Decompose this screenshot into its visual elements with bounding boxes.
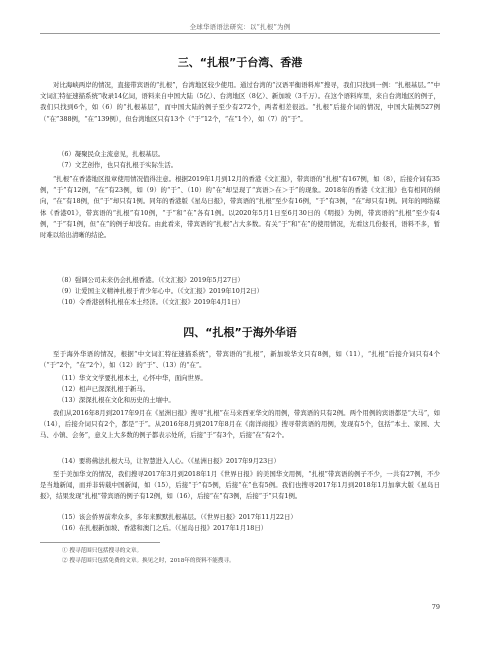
header-divider <box>40 33 440 34</box>
example-13: （13）深深扎根在文化和历史的土壤中。 <box>58 396 175 404</box>
footnote-1: ① 搜寻范围只包括搜寻的文章。 <box>62 548 143 554</box>
paragraph-s4-2: 我们从2016年8月到2017年9月在《星洲日报》搜寻“扎根”在马来西亚华文的用例，带宾语的只有2例。两个用例的宾语都是“大马”，如（14），后接介词只有2个，都是“于”。从2016年8月到2017年8月在《南洋商报》搜寻带宾语的用例，发现有5个，包括“本土、家园、大马、小镇、会务”，意义上大多数的例子都表示处所，后接“于”有3个，后接“在”有2个。 <box>40 409 440 440</box>
example-11: （11）华文文学要扎根本土，心怀中华，面向世界。 <box>58 374 207 382</box>
section-heading-3: 三、“扎根”于台湾、香港 <box>177 56 303 69</box>
example-15: （15）该会侨界前辈众多，多年来默默扎根基层。（《世界日报》2017年11月22日） <box>58 513 297 521</box>
example-14: （14）要将佛法扎根大马，让智慧进入人心。（《星洲日报》2017年9月23日） <box>58 457 280 465</box>
example-12: （12）相声已深深扎根于新马。 <box>58 385 150 393</box>
paragraph-s4-1: 至于海外华语的情况，根据“中文词汇特征速描系统”，带宾语的“扎根”，新加坡华文只有8例，如（11），“扎根”后接介词只有4个（“于”2个，“在”2个），如（12）的“于”、（13）的“在”。 <box>40 350 440 370</box>
example-9: （9）让爱国主义精神扎根于青少年心中。（《文汇报》2019年10月2日） <box>58 287 264 295</box>
example-8: （8）强调公司未来仍会扎根香港。（《文汇报》2019年5月27日） <box>58 276 244 284</box>
example-7: （7）文艺创作，也只有扎根于实际生活。 <box>58 161 178 169</box>
example-6: （6）凝聚民众主流意见，扎根基层。 <box>58 150 165 158</box>
footnote-divider <box>40 542 160 543</box>
page-number: 79 <box>431 603 440 611</box>
section-heading-4: 四、“扎根”于海外华语 <box>183 326 297 339</box>
paragraph-s3-1: 对比海峡两岸的情况，直接带宾语的“扎根”，台湾地区较少使用。通过台湾的“汉语平衡语料库”搜寻，我们只找到一例：“扎根基层。”“中文词汇特征速描系统”收录14亿词，语料来自中国大陆（5亿）、台湾地区（8亿）、新加坡（3千万）。在这个语料库里，来自台湾地区的例子，我们只找到6个，如（6）的“扎根基层”，而中国大陆的例子至少有272个，两者相差很远。“扎根”后接介词的情况，中国大陆例527例（“在”388例，“在”139例），但台湾地区只有13个（“于”12个，“在”1个），如（7）的“于”。 <box>40 81 440 123</box>
footnote-2: ② 搜寻范围只包括免费的文章。换见之时，2018年的资料不能搜寻。 <box>62 558 235 564</box>
example-16: （16）在扎根新加坡、香港和澳门之后。（《星岛日报》2017年1月18日） <box>58 524 268 532</box>
running-header: 全球华语语法研究：以“扎根”为例 <box>189 23 291 31</box>
paragraph-s3-2: “扎根”在香港地区报章使用情况值得注意。根据2019年1月到12月的香港《文汇报》，带宾语的“扎根”有167例，如（8），后接介词有35例，“于”有12例，“在”有23例，如（9）的“于”、（10）的“在”却呈现了“宾语＞在＞于”的现象。2018年的香港《文汇报》也有相同的倾向，“在”有18例，但“于”却只有1例。同年的香港版《星岛日报》，带宾语的“扎根”至少有16例，“于”有3例，“在”却只有1例。同年的网络媒体《香港01》，带宾语的“扎根”有10例，“于”和“在”各有1例。以2020年5月1日至6月30日的《明报》为例，带宾语的“扎根”至少有4例，“于”有1例，但“在”的例子却没有。由此看来，带宾语的“扎根”占大多数。有关“于”和“在”的使用情况，光看这几份报刊，语料不多，暂时难以给出清晰的结论。 <box>40 175 440 240</box>
example-10: （10）令香港创科扎根在本土经济。（《文汇报》2019年4月1日） <box>58 298 244 306</box>
paragraph-s4-3: 至于美加华文的情况，我们搜寻2017年3月到2018年1月《世界日报》的美国华文用例，“扎根”带宾语的例子不少，一共有27例，不少是当地新闻，而并非转载中国新闻，如（15），后接“于”有5例，后接“在”也有5例。我们也搜寻2017年1月到2018年1月加拿大版《星岛日报》，结果发现“扎根”带宾语的例子有12例，如（16），后接“在”有3例，后接“于”只有1例。 <box>40 470 440 501</box>
